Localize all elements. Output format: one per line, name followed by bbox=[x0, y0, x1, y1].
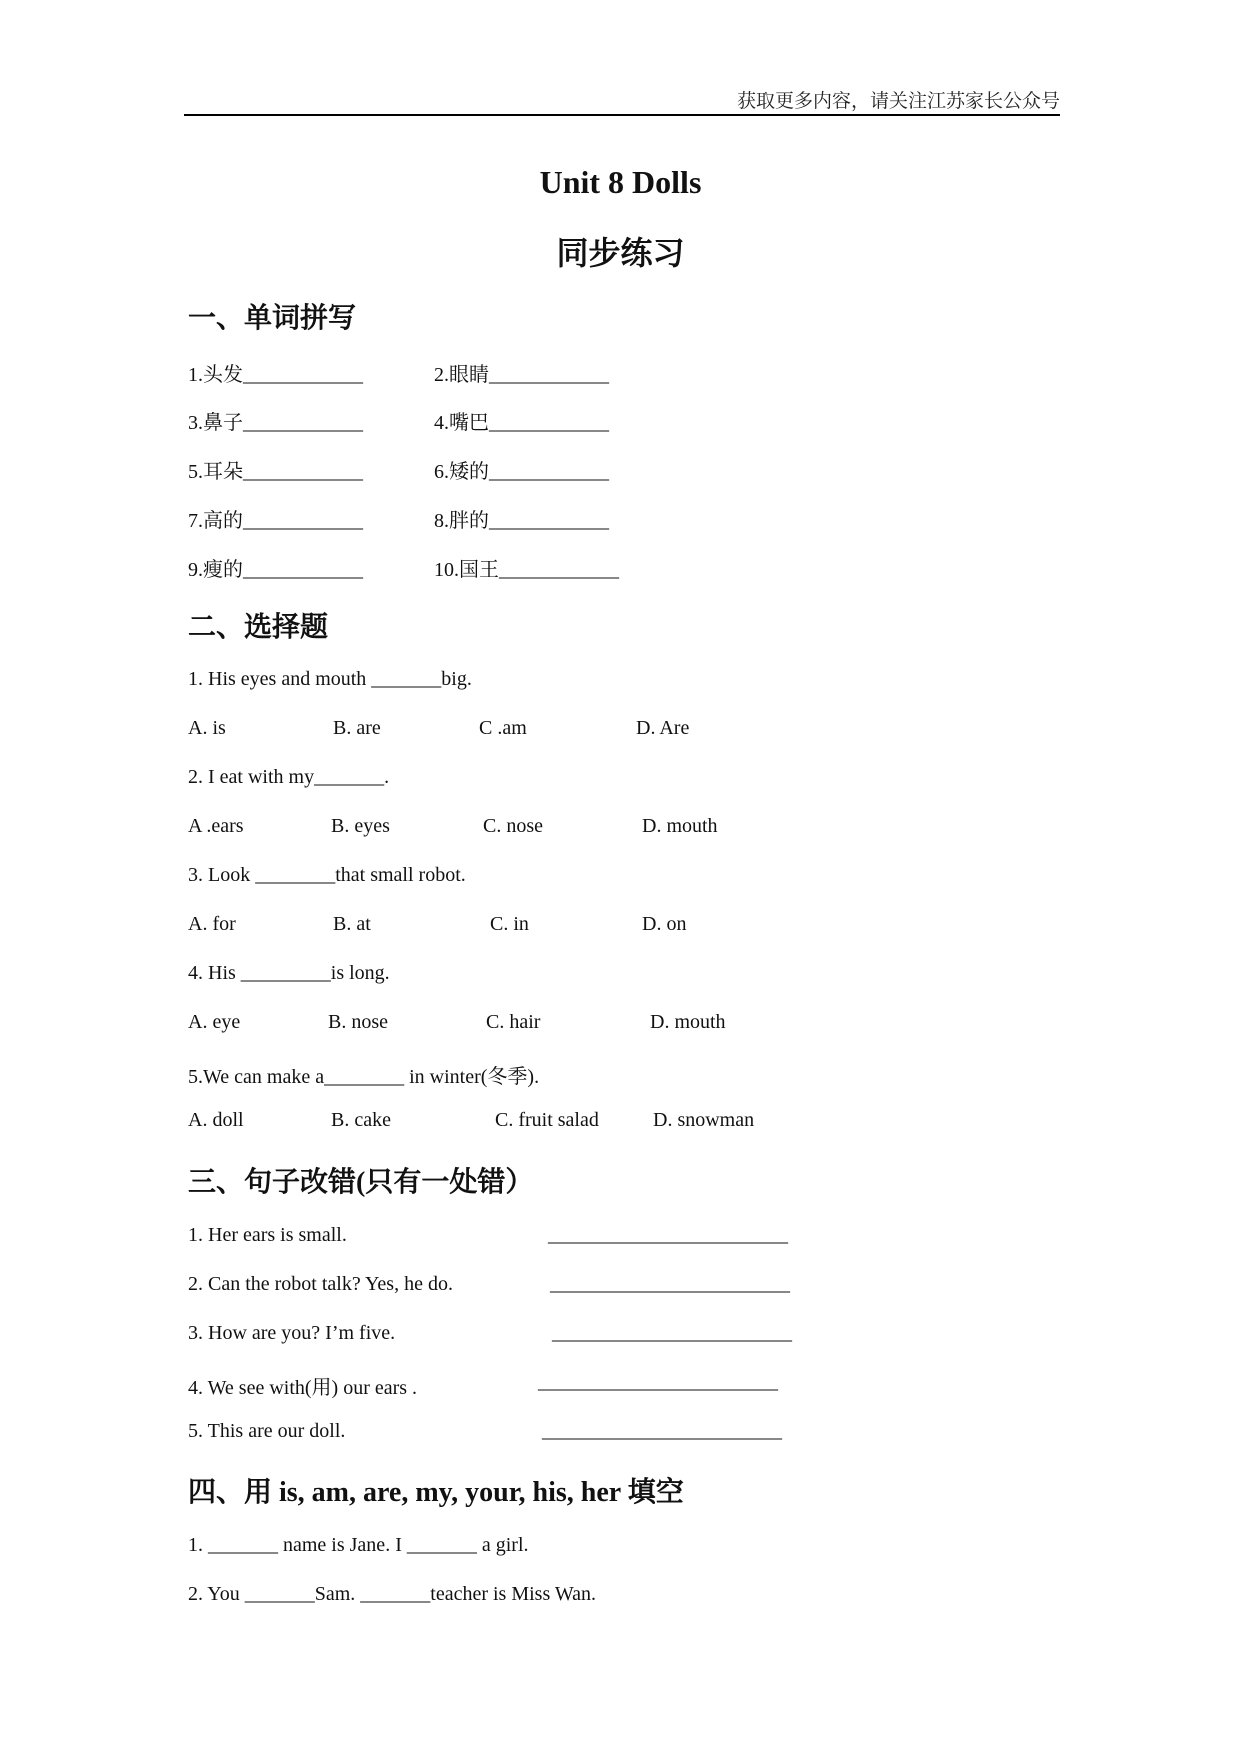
option: B. nose bbox=[328, 1011, 388, 1033]
option: B. eyes bbox=[331, 815, 390, 837]
spelling-item: 4.嘴巴____________ bbox=[434, 412, 609, 434]
option: B. are bbox=[333, 717, 381, 739]
fill-blank-item: 1. _______ name is Jane. I _______ a girl. bbox=[188, 1534, 529, 1556]
answer-blank: ________________________ bbox=[548, 1224, 788, 1246]
answer-blank: ________________________ bbox=[552, 1322, 792, 1344]
question-text: 2. I eat with my_______. bbox=[188, 766, 390, 788]
page-title: Unit 8 Dolls bbox=[539, 164, 702, 200]
header-text: 获取更多内容，请关注江苏家长公众号 bbox=[736, 91, 1060, 112]
option: C .am bbox=[479, 717, 527, 739]
option: D. mouth bbox=[650, 1011, 726, 1033]
spelling-item: 5.耳朵____________ bbox=[188, 461, 363, 483]
correction-sentence: 1. Her ears is small. bbox=[188, 1224, 347, 1246]
question-text: 4. His _________is long. bbox=[188, 962, 390, 984]
answer-blank: ________________________ bbox=[538, 1371, 778, 1393]
option: A. doll bbox=[188, 1109, 244, 1131]
option: C. hair bbox=[486, 1011, 541, 1033]
spelling-item: 6.矮的____________ bbox=[434, 461, 609, 483]
spelling-item: 7.高的____________ bbox=[188, 510, 363, 532]
spelling-item: 2.眼睛____________ bbox=[434, 364, 609, 386]
section2-heading: 二、选择题 bbox=[188, 612, 329, 643]
answer-blank: ________________________ bbox=[550, 1273, 790, 1295]
option: A. for bbox=[188, 913, 236, 935]
option: C. nose bbox=[483, 815, 543, 837]
option: D. on bbox=[642, 913, 687, 935]
question-text: 3. Look ________that small robot. bbox=[188, 864, 466, 886]
option: D. snowman bbox=[653, 1109, 755, 1131]
page-subtitle: 同步练习 bbox=[556, 235, 685, 271]
spelling-item: 8.胖的____________ bbox=[434, 510, 609, 532]
option: D. Are bbox=[636, 717, 690, 739]
option: A. eye bbox=[188, 1011, 241, 1033]
option: D. mouth bbox=[642, 815, 718, 837]
section4-heading: 四、用 is, am, are, my, your, his, her 填空 bbox=[188, 1477, 684, 1508]
header-rule bbox=[184, 114, 1060, 116]
question-text: 5.We can make a________ in winter(冬季). bbox=[188, 1066, 540, 1088]
option: C. fruit salad bbox=[495, 1109, 599, 1131]
option: C. in bbox=[490, 913, 529, 935]
correction-sentence: 4. We see with(用) our ears . bbox=[188, 1377, 418, 1399]
question-text: 1. His eyes and mouth _______big. bbox=[188, 668, 472, 690]
answer-blank: ________________________ bbox=[542, 1420, 782, 1442]
fill-blank-item: 2. You _______Sam. _______teacher is Miss Wan. bbox=[188, 1583, 597, 1605]
spelling-item: 9.瘦的____________ bbox=[188, 559, 363, 581]
option: B. cake bbox=[331, 1109, 391, 1131]
spelling-item: 1.头发____________ bbox=[188, 364, 363, 386]
correction-sentence: 5. This are our doll. bbox=[188, 1420, 346, 1442]
section1-heading: 一、单词拼写 bbox=[188, 303, 357, 334]
spelling-item: 10.国王____________ bbox=[434, 559, 619, 581]
correction-sentence: 3. How are you? I’m five. bbox=[188, 1322, 396, 1344]
spelling-item: 3.鼻子____________ bbox=[188, 412, 363, 434]
section3-heading: 三、句子改错(只有一处错） bbox=[188, 1167, 534, 1198]
option: A. is bbox=[188, 717, 226, 739]
correction-sentence: 2. Can the robot talk? Yes, he do. bbox=[188, 1273, 453, 1295]
option: A .ears bbox=[188, 815, 244, 837]
option: B. at bbox=[333, 913, 371, 935]
